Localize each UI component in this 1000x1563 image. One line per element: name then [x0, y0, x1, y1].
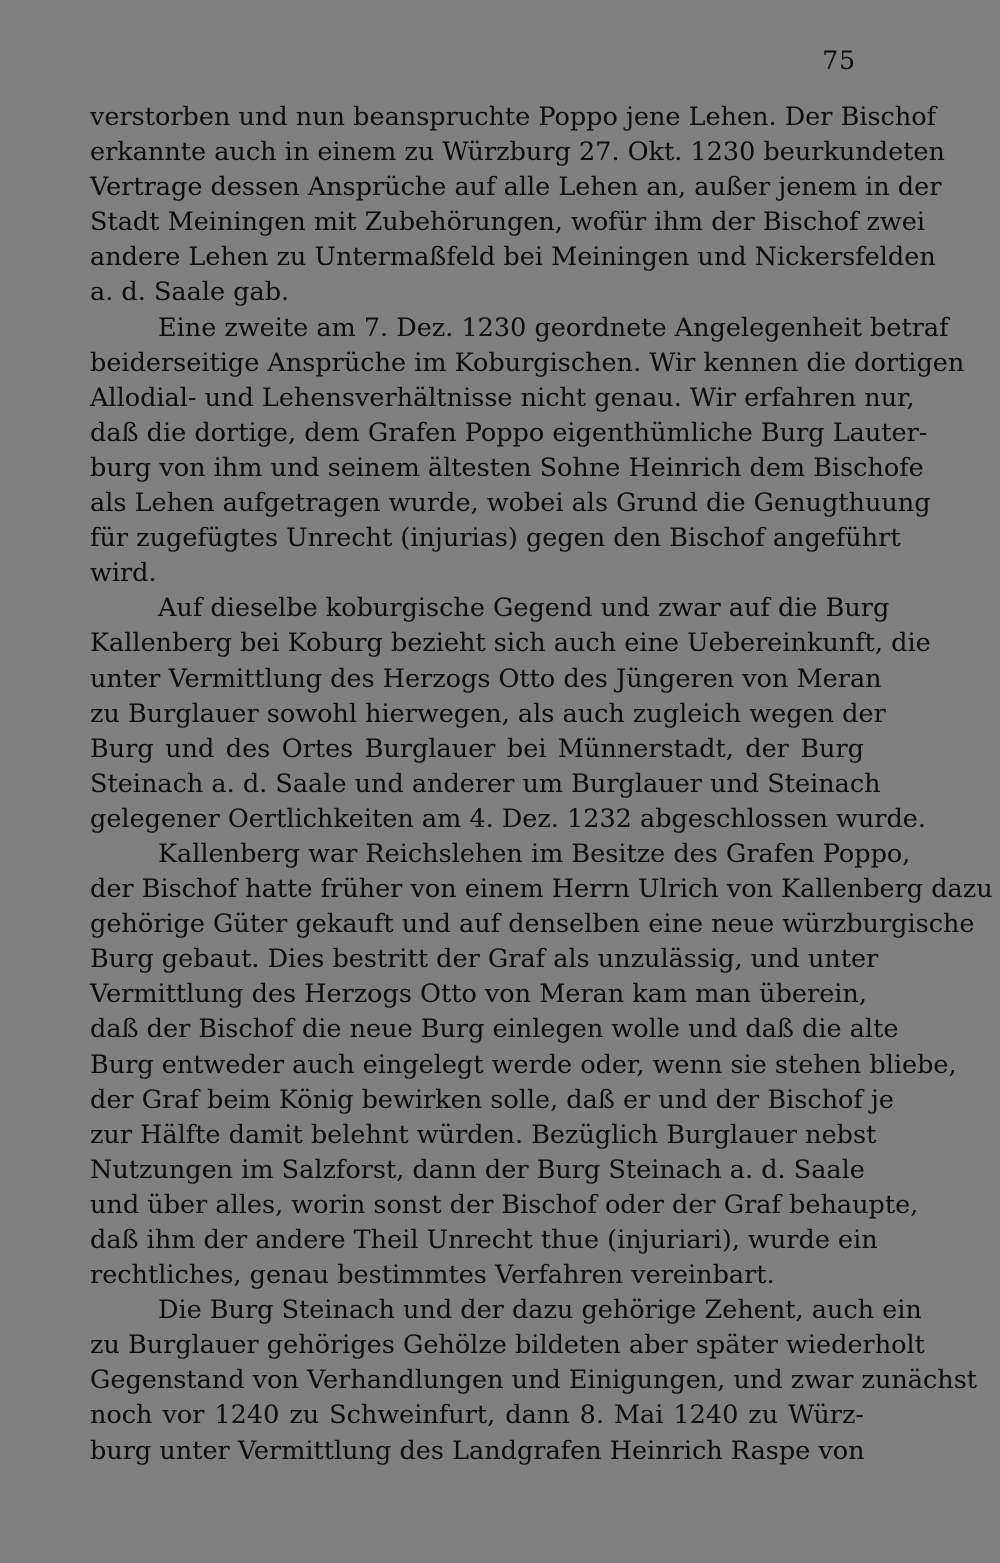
text-line: Allodial- und Lehensverhältnisse nicht genau. Wir erfahren nur,	[90, 382, 915, 413]
text-line: der Graf beim König bewirken solle, daß er und der Bischof je	[90, 1084, 894, 1115]
text-line: Steinach a. d. Saale und anderer um Burglauer und Steinach	[90, 768, 881, 799]
text-line: a. d. Saale gab.	[90, 277, 290, 308]
text-line: gehörige Güter gekauft und auf denselben eine neue würzburgische	[90, 909, 975, 940]
page-number: 75	[822, 46, 856, 75]
text-line: der Bischof hatte früher von einem Herrn Ulrich von Kallenberg dazu	[90, 874, 993, 905]
text-line: Stadt Meiningen mit Zubehörungen, wofür ihm der Bischof zwei	[90, 207, 926, 238]
text-line: Kallenberg war Reichslehen im Besitze des Grafen Poppo,	[158, 838, 911, 869]
text-line: unter Vermittlung des Herzogs Otto des Jüngeren von Meran	[90, 663, 882, 694]
text-line: Nutzungen im Salzforst, dann der Burg Steinach a. d. Saale	[90, 1154, 865, 1185]
text-line: zu Burglauer gehöriges Gehölze bildeten aber später wiederholt	[90, 1330, 925, 1361]
text-line: daß der Bischof die neue Burg einlegen wolle und daß die alte	[90, 1014, 899, 1045]
text-line: daß ihm der andere Theil Unrecht thue (injuriari), wurde ein	[90, 1225, 878, 1255]
text-line: Burg entweder auch eingelegt werde oder, wenn sie stehen bliebe,	[90, 1049, 957, 1080]
text-line: burg von ihm und seinem ältesten Sohne Heinrich dem Bischofe	[90, 452, 924, 483]
text-line: Gegenstand von Verhandlungen und Einigungen, und zwar zunächst	[90, 1365, 978, 1396]
text-line: Auf dieselbe koburgische Gegend und zwar auf die Burg	[158, 593, 890, 624]
text-line: zu Burglauer sowohl hierwegen, als auch zugleich wegen der	[90, 698, 886, 729]
text-line: Die Burg Steinach und der dazu gehörige Zehent, auch ein	[158, 1295, 922, 1326]
text-line: Burg und des Ortes Burglauer bei Münnerstadt, der Burg	[90, 733, 864, 764]
text-line: Burg gebaut. Dies bestritt der Graf als unzulässig, und unter	[90, 944, 879, 975]
text-line: erkannte auch in einem zu Würzburg 27. Okt. 1230 beurkundeten	[90, 137, 945, 168]
text-line: beiderseitige Ansprüche im Koburgischen. Wir kennen die dortigen	[90, 347, 965, 378]
text-line: daß die dortige, dem Grafen Poppo eigenthümliche Burg Lauter-	[90, 417, 928, 448]
body-text	[90, 100, 993, 1469]
text-line: Kallenberg bei Koburg bezieht sich auch eine Uebereinkunft, die	[90, 628, 931, 659]
text-line: noch vor 1240 zu Schweinfurt, dann 8. Mai 1240 zu Würz-	[90, 1400, 864, 1431]
text-line: als Lehen aufgetragen wurde, wobei als Grund die Genugthuung	[90, 488, 931, 519]
text-line: gelegener Oertlichkeiten am 4. Dez. 1232 abgeschlossen wurde.	[90, 803, 926, 834]
text-line: wird.	[90, 558, 157, 589]
text-line: für zugefügtes Unrecht (injurias) gegen den Bischof angeführt	[90, 523, 901, 554]
text-line: Vermittlung des Herzogs Otto von Meran kam man überein,	[90, 979, 867, 1010]
text-line: verstorben und nun beanspruchte Poppo jene Lehen. Der Bischof	[90, 102, 937, 132]
text-line: burg unter Vermittlung des Landgrafen Heinrich Raspe von	[90, 1435, 865, 1466]
text-line: und über alles, worin sonst der Bischof oder der Graf behaupte,	[90, 1189, 919, 1220]
text-line: andere Lehen zu Untermaßfeld bei Meiningen und Nickersfelden	[90, 242, 936, 273]
text-line: zur Hälfte damit belehnt würden. Bezüglich Burglauer nebst	[90, 1119, 877, 1150]
text-line: Eine zweite am 7. Dez. 1230 geordnete Angelegenheit betraf	[158, 312, 949, 343]
text-line: rechtliches, genau bestimmtes Verfahren vereinbart.	[90, 1260, 775, 1291]
text-line: Vertrage dessen Ansprüche auf alle Lehen an, außer jenem in der	[90, 172, 942, 203]
